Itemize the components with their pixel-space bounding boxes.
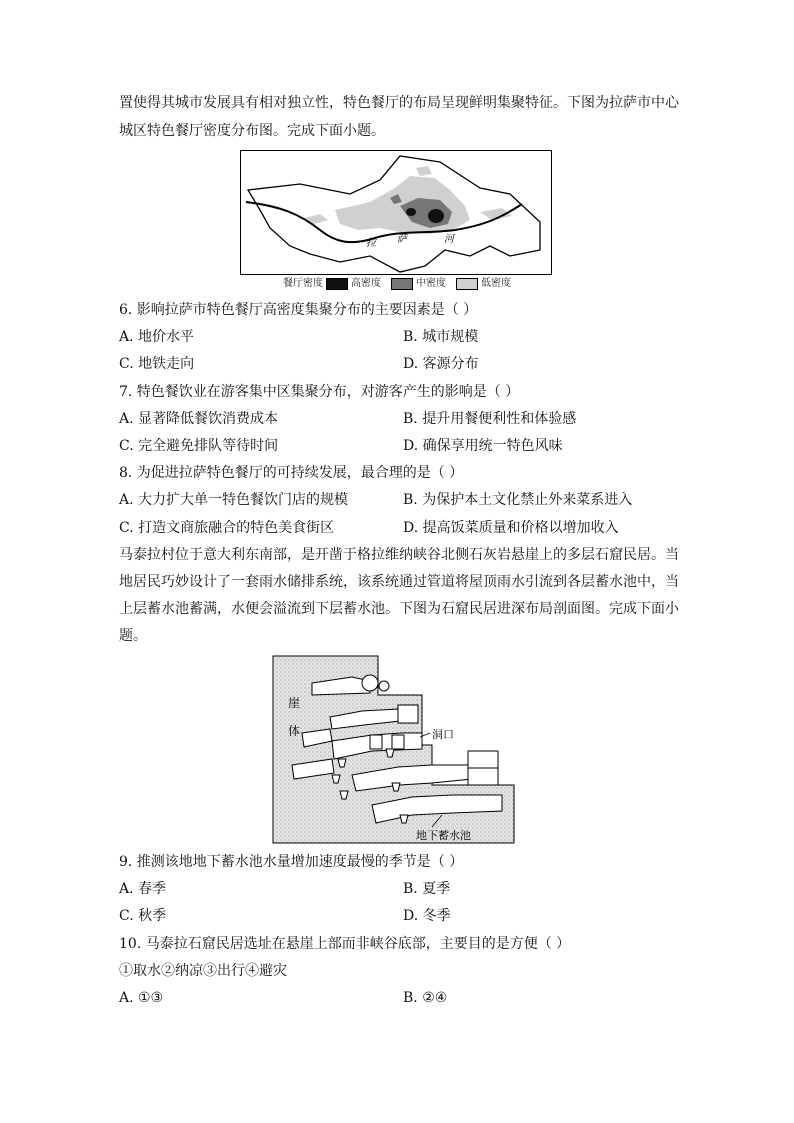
question-6-option-a[interactable]: A. 地价水平 bbox=[119, 329, 195, 345]
question-8-option-b[interactable]: B. 为保护本土文化禁止外来菜系进入 bbox=[403, 492, 633, 508]
question-10-sub: ①取水②纳凉③出行④避灾 bbox=[119, 963, 287, 979]
passage2-line-2: 地居民巧妙设计了一套雨水储排系统，该系统通过管道将屋顶雨水引流到各层蓄水池中，当 bbox=[119, 574, 679, 590]
question-10-stem: 10. 马泰拉石窟民居选址在悬崖上部而非峡谷底部，主要目的是方便（ ） bbox=[119, 936, 571, 952]
question-8-option-c[interactable]: C. 打造文商旅融合的特色美食街区 bbox=[119, 520, 335, 536]
intro-line-2: 城区特色餐厅密度分布图。完成下面小题。 bbox=[119, 123, 385, 139]
cave-mouth-label: 洞口 bbox=[432, 728, 454, 741]
legend-label-low: 低密度 bbox=[481, 278, 511, 289]
question-9-option-a[interactable]: A. 春季 bbox=[119, 881, 167, 897]
question-7-option-d[interactable]: D. 确保享用统一特色风味 bbox=[403, 438, 563, 454]
question-8-option-a[interactable]: A. 大力扩大单一特色餐饮门店的规模 bbox=[119, 492, 349, 508]
cliff-label-2: 体 bbox=[288, 724, 301, 738]
question-6-option-d[interactable]: D. 客源分布 bbox=[403, 356, 479, 372]
question-9-stem: 9. 推测该地地下蓄水池水量增加速度最慢的季节是（ ） bbox=[119, 854, 464, 870]
river-char-3: 河 bbox=[444, 234, 454, 245]
passage2-line-1: 马泰拉村位于意大利东南部，是开凿于格拉维纳峡谷北侧石灰岩悬崖上的多层石窟民居。当 bbox=[119, 547, 679, 563]
question-9-option-c[interactable]: C. 秋季 bbox=[119, 908, 167, 924]
question-8-option-d[interactable]: D. 提高饭菜质量和价格以增加收入 bbox=[403, 520, 619, 536]
cave-dwelling-section bbox=[272, 655, 518, 845]
question-8-stem: 8. 为促进拉萨特色餐厅的可持续发展，最合理的是（ ） bbox=[119, 465, 464, 481]
legend-label-high: 高密度 bbox=[351, 278, 381, 289]
legend-swatch-mid bbox=[391, 278, 413, 290]
legend-title: 餐厅密度 bbox=[283, 278, 323, 289]
map-legend bbox=[283, 277, 511, 291]
passage2-line-4: 题。 bbox=[119, 628, 147, 644]
question-6-option-c[interactable]: C. 地铁走向 bbox=[119, 356, 195, 372]
question-7-option-c[interactable]: C. 完全避免排队等待时间 bbox=[119, 438, 279, 454]
question-6-option-b[interactable]: B. 城市规模 bbox=[403, 329, 479, 345]
question-9-option-d[interactable]: D. 冬季 bbox=[403, 908, 451, 924]
question-9-option-b[interactable]: B. 夏季 bbox=[403, 881, 451, 897]
question-7-stem: 7. 特色餐饮业在游客集中区集聚分布，对游客产生的影响是（ ） bbox=[119, 384, 520, 400]
legend-swatch-low bbox=[456, 278, 478, 290]
cliff-label-1: 崖 bbox=[288, 696, 301, 710]
question-10-option-a[interactable]: A. ①③ bbox=[119, 990, 164, 1006]
high-density-area bbox=[428, 209, 444, 223]
question-7-option-a[interactable]: A. 显著降低餐饮消费成本 bbox=[119, 411, 279, 427]
question-6-stem: 6. 影响拉萨市特色餐厅高密度集聚分布的主要因素是（ ） bbox=[119, 302, 478, 318]
river-char-2: 萨 bbox=[397, 234, 407, 245]
legend-swatch-high bbox=[326, 278, 348, 290]
question-7-option-b[interactable]: B. 提升用餐便利性和体验感 bbox=[403, 411, 577, 427]
intro-line-1: 置使得其城市发展具有相对独立性，特色餐厅的布局呈现鲜明集聚特征。下图为拉萨市中心 bbox=[119, 95, 679, 111]
passage2-line-3: 上层蓄水池蓄满，水便会溢流到下层蓄水池。下图为石窟民居进深布局剖面图。完成下面小 bbox=[119, 601, 679, 617]
question-10-option-b[interactable]: B. ②④ bbox=[403, 990, 448, 1006]
river-char-1: 拉 bbox=[366, 238, 376, 249]
legend-label-mid: 中密度 bbox=[416, 278, 446, 289]
cistern-label: 地下蓄水池 bbox=[416, 829, 471, 842]
lhasa-density-map bbox=[240, 150, 552, 276]
